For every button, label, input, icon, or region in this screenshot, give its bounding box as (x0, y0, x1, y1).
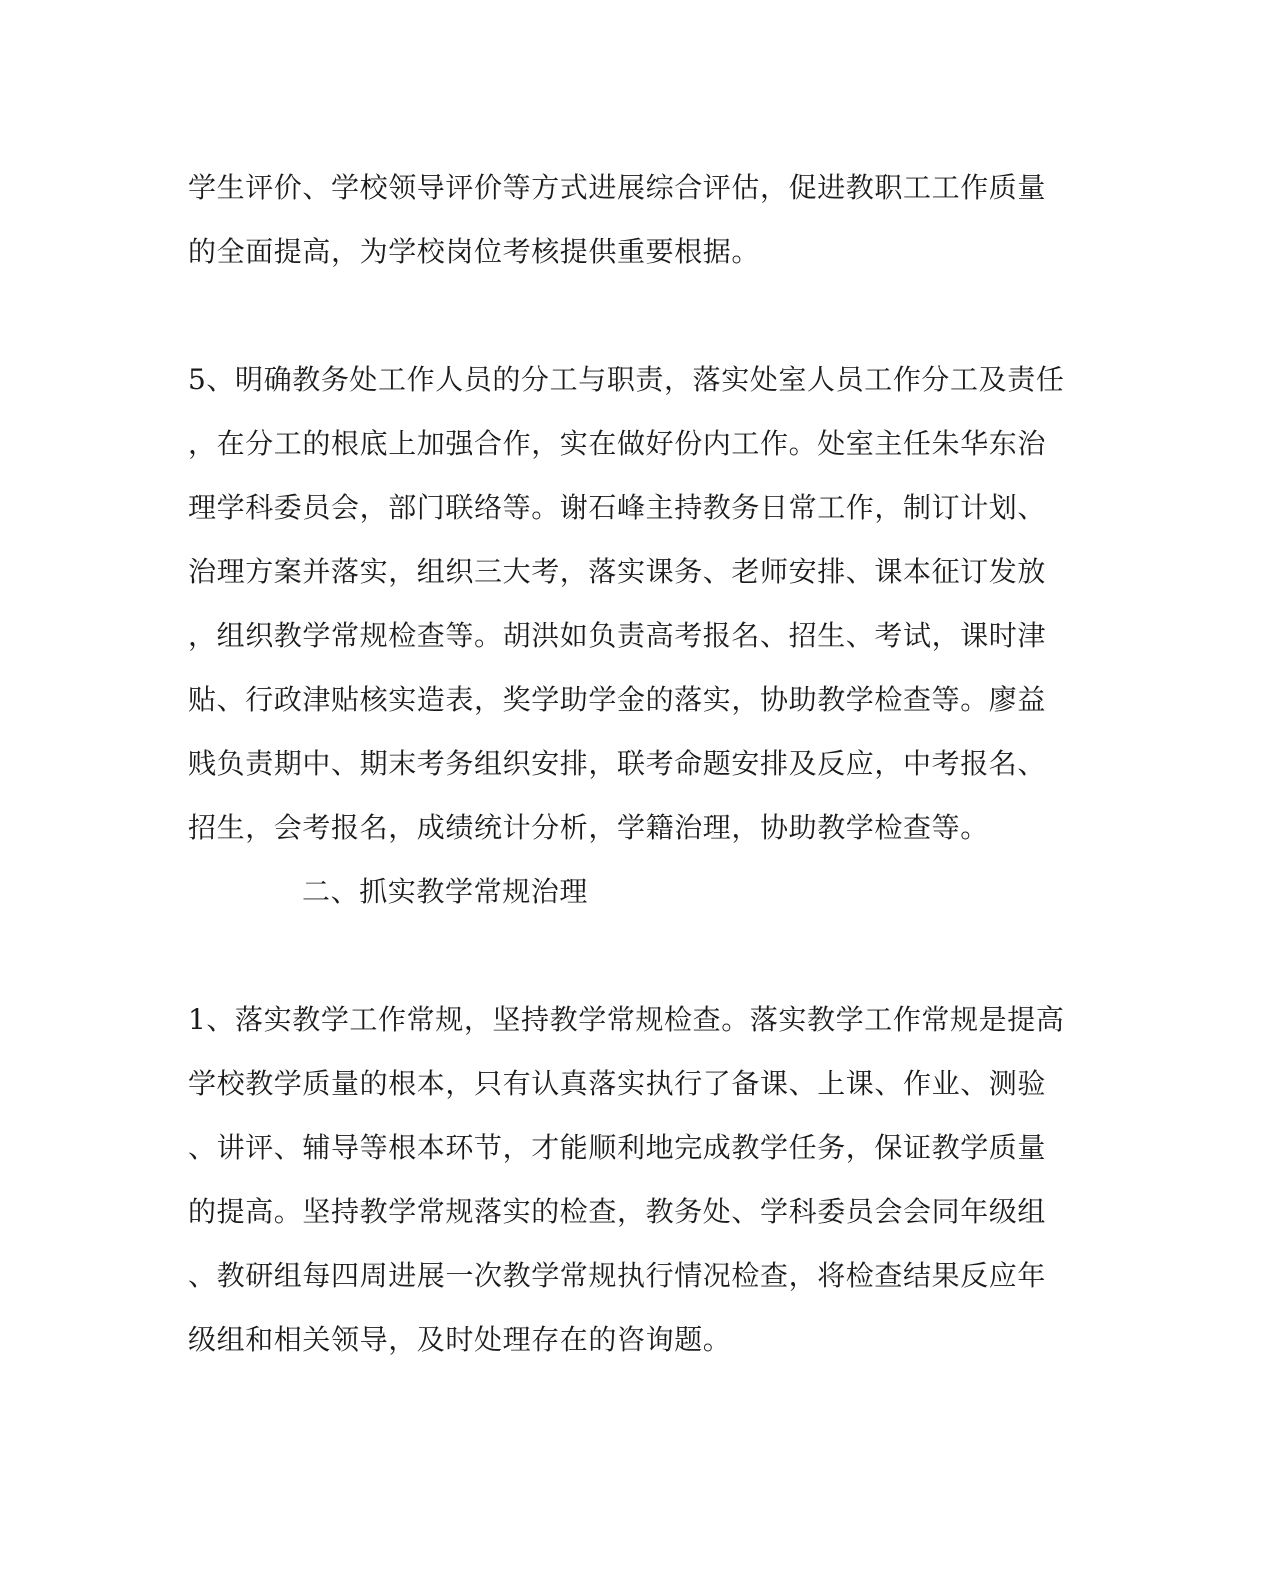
text-line: 贱负责期中、期末考务组织安排，联考命题安排及反应，中考报名、 (188, 747, 1047, 780)
text-line: 招生，会考报名，成绩统计分析，学籍治理，协助教学检查等。 (188, 811, 989, 844)
text-line: 贴、行政津贴核实造表，奖学助学金的落实，协助教学检查等。廖益 (188, 683, 1047, 716)
text-line: ，在分工的根底上加强合作，实在做好份内工作。处室主任朱华东治 (188, 427, 1047, 460)
section-heading: 二、抓实教学常规治理 (302, 875, 589, 908)
text-line: 的全面提高，为学校岗位考核提供重要根据。 (188, 235, 761, 268)
text-line: 、讲评、辅导等根本环节，才能顺利地完成教学任务，保证教学质量 (188, 1131, 1047, 1164)
text-line: 1、落实教学工作常规，坚持教学常规检查。落实教学工作常规是提高 (188, 1003, 1065, 1036)
text-line: 学生评价、学校领导评价等方式进展综合评估，促进教职工工作质量 (188, 171, 1047, 204)
text-line: 级组和相关领导，及时处理存在的咨询题。 (188, 1323, 732, 1356)
text-line: ，组织教学常规检查等。胡洪如负责高考报名、招生、考试，课时津 (188, 619, 1047, 652)
text-line: 5、明确教务处工作人员的分工与职责，落实处室人员工作分工及责任 (188, 363, 1065, 396)
text-line: 理学科委员会，部门联络等。谢石峰主持教务日常工作，制订计划、 (188, 491, 1047, 524)
text-line: 的提高。坚持教学常规落实的检查，教务处、学科委员会会同年级组 (188, 1195, 1047, 1228)
text-line: 、教研组每四周进展一次教学常规执行情况检查，将检查结果反应年 (188, 1259, 1047, 1292)
text-line: 治理方案并落实，组织三大考，落实课务、老师安排、课本征订发放 (188, 555, 1047, 588)
text-line: 学校教学质量的根本，只有认真落实执行了备课、上课、作业、测验 (188, 1067, 1047, 1100)
